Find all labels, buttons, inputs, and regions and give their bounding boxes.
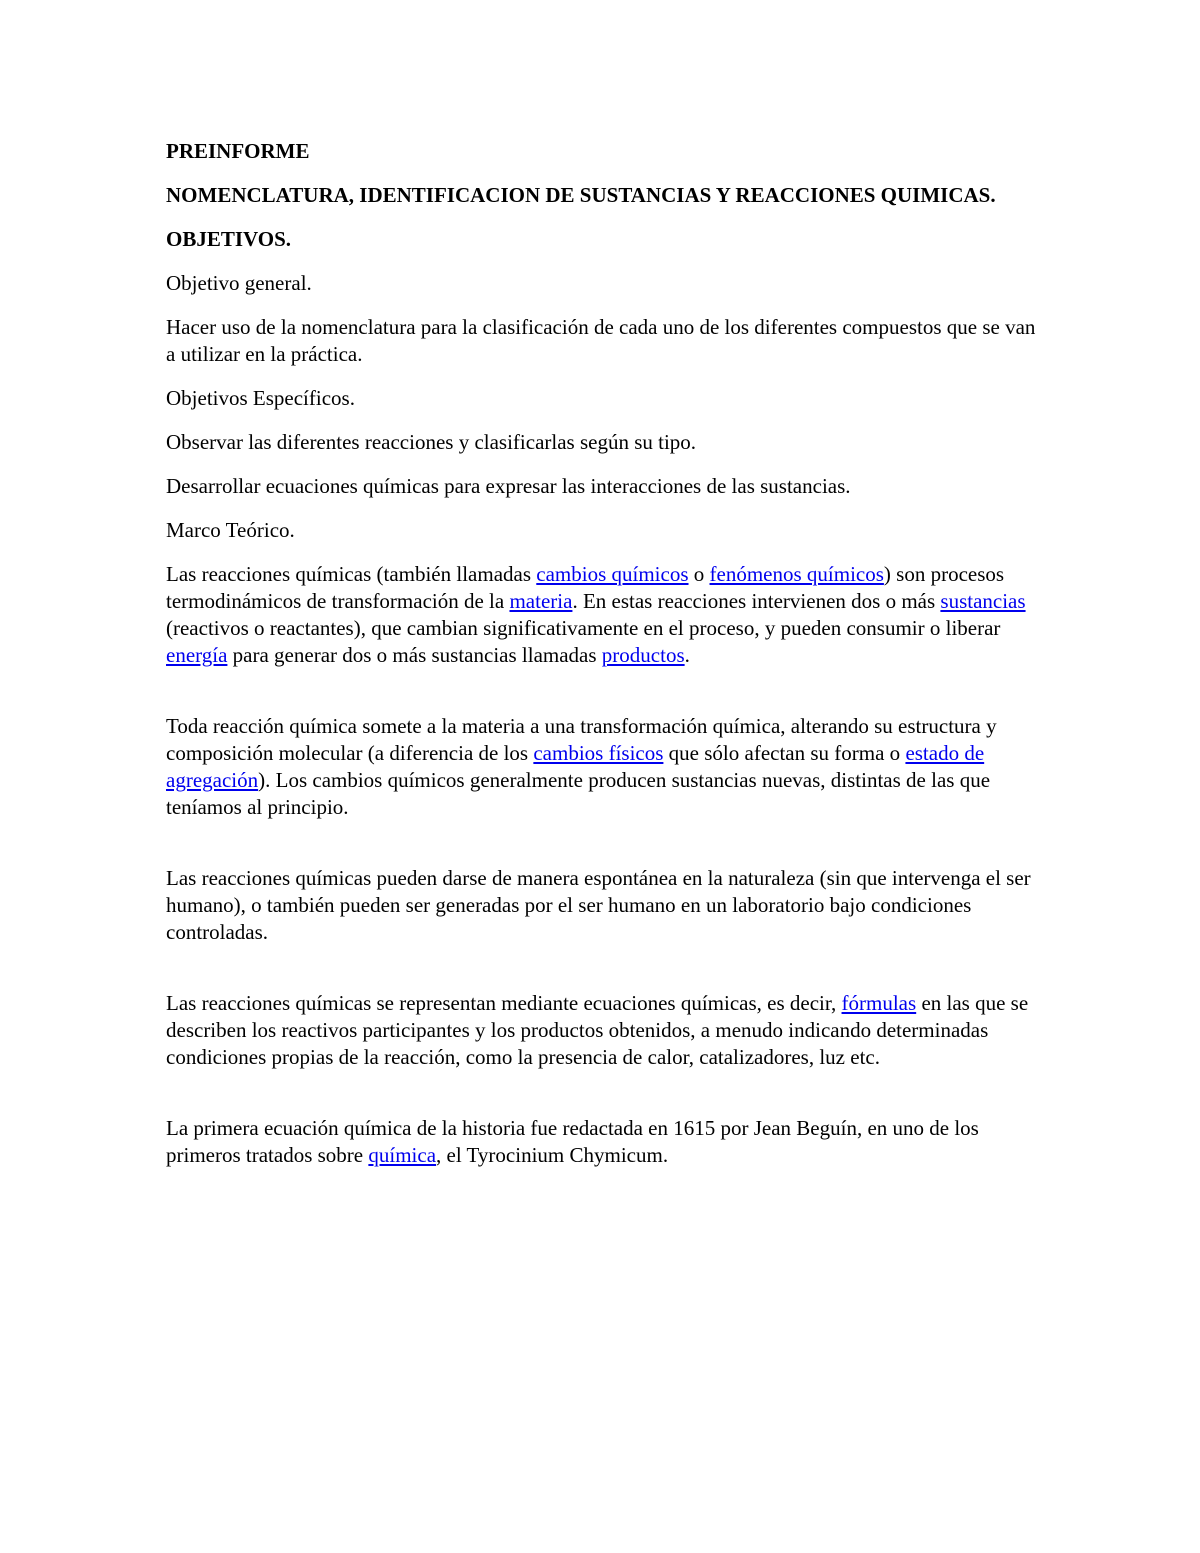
general-objective-text: Hacer uso de la nomenclatura para la clasificación de cada uno de los diferentes compuestos que se van a utilizar en la práctica. [166,315,1036,366]
paragraph-ecuaciones [166,990,1046,1071]
document-subtitle: NOMENCLATURA, IDENTIFICACION DE SUSTANCIAS Y REACCIONES QUIMICAS. [166,183,996,207]
link-productos[interactable]: productos [601,643,685,667]
link-sustancias[interactable]: sustancias [940,589,1026,613]
text-run: ). Los cambios químicos generalmente producen sustancias nuevas, distintas de las que teníamos al principio. [166,768,991,819]
link-materia[interactable]: materia [509,589,573,613]
text-run: , el Tyrocinium Chymicum. [436,1143,669,1167]
text-run: (reactivos o reactantes), que cambian significativamente en el proceso, y pueden consumir o liberar [166,616,1001,640]
specific-objectives-label: Objetivos Específicos. [166,386,355,410]
document-page [166,138,1046,1186]
paragraph-reacciones [166,561,1046,669]
paragraph-transformacion [166,713,1046,821]
marco-teorico-label: Marco Teórico. [166,518,295,542]
link-formulas[interactable]: fórmulas [841,991,917,1015]
link-fenomenos-quimicos[interactable]: fenómenos químicos [709,562,884,586]
specific-objective-1: Observar las diferentes reacciones y clasificarlas según su tipo. [166,430,697,454]
text-run: en las que se describen los reactivos participantes y los productos obtenidos, a menudo indicando determinadas condiciones propias de la reacción, como la presencia de calor, catalizadores, luz etc. [166,991,1029,1069]
link-energia[interactable]: energía [166,643,228,667]
document-title: PREINFORME [166,139,310,163]
text-run: o [688,562,710,586]
text-run: Las reacciones químicas (también llamadas [166,562,537,586]
text-run: ) son procesos termodinámicos de transformación de la [166,562,1005,613]
text-run: Las reacciones químicas se representan mediante ecuaciones químicas, es decir, [166,991,842,1015]
text-run: . En estas reacciones intervienen dos o más [572,589,941,613]
text-run: . [684,643,690,667]
link-cambios-quimicos[interactable]: cambios químicos [536,562,689,586]
text-run: que sólo afectan su forma o [663,741,906,765]
text-run: Toda reacción química somete a la materia a una transformación química, alterando su estructura y composición molecular (a diferencia de los [166,714,997,765]
link-cambios-fisicos[interactable]: cambios físicos [533,741,664,765]
link-quimica[interactable]: química [368,1143,437,1167]
specific-objective-2: Desarrollar ecuaciones químicas para expresar las interacciones de las sustancias. [166,474,851,498]
text-run: para generar dos o más sustancias llamadas [227,643,602,667]
text-run: La primera ecuación química de la historia fue redactada en 1615 por Jean Beguín, en uno de los primeros tratados sobre [166,1116,979,1167]
paragraph-espontanea: Las reacciones químicas pueden darse de manera espontánea en la naturaleza (sin que intervenga el ser humano), o también pueden ser generadas por el ser humano en un laboratorio bajo condiciones controladas. [166,866,1031,944]
link-estado-de-agregacion[interactable]: estado de agregación [166,741,985,792]
objectives-heading: OBJETIVOS. [166,227,292,251]
paragraph-historia [166,1115,1046,1169]
general-objective-label: Objetivo general. [166,271,312,295]
